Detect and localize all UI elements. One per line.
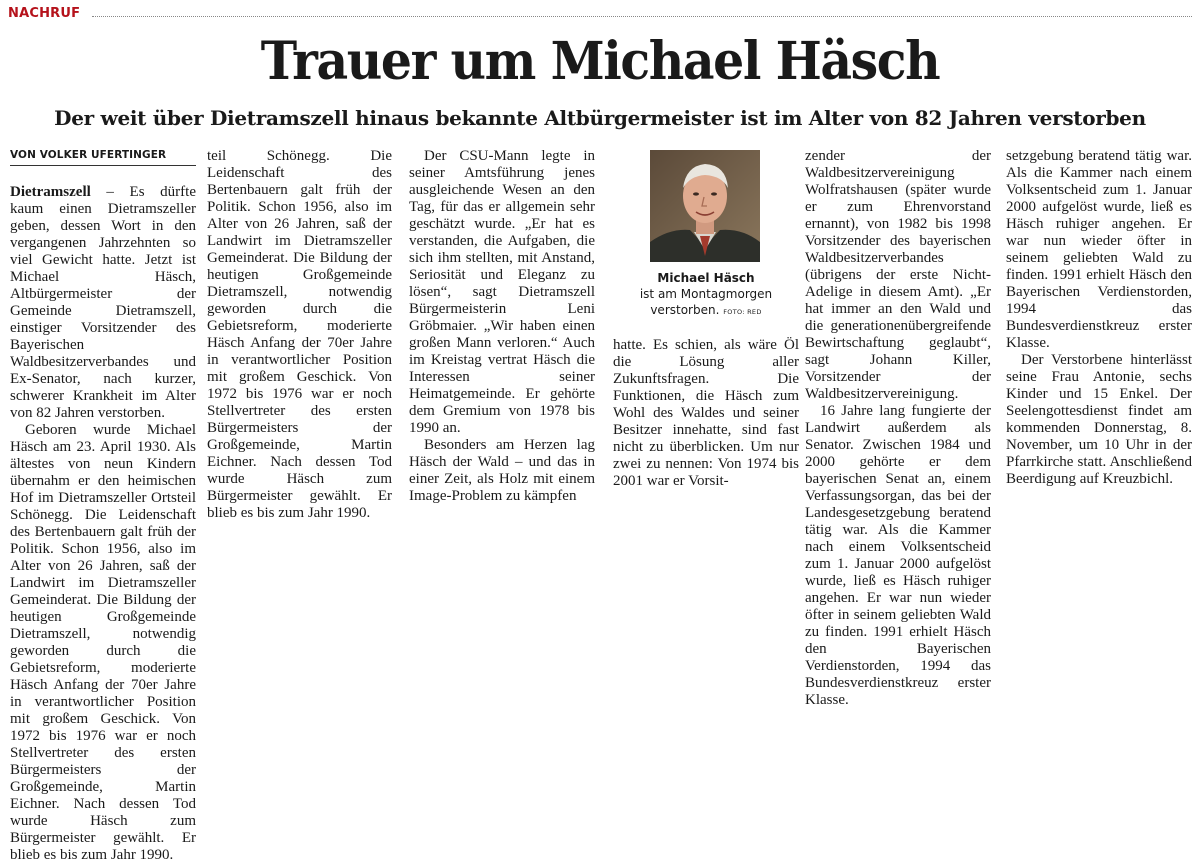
caption-line-1: ist am Montagmorgen [639, 287, 773, 301]
section-header [8, 6, 1192, 22]
dateline: Dietramszell [10, 184, 91, 200]
caption-line-2 [613, 302, 799, 320]
subheadline: Der weit über Dietramszell hinaus bekannte Altbürgermeister ist im Alter von 82 Jahren verstorben [54, 106, 1146, 130]
article-paragraph-6: Der Verstorbene hinterlässt seine Frau Antonie, sechs Kinder und 15 Enkel. Der Seelengottesdienst findet am kommenden Donnerstag, 8. November, um 10 Uhr in der Pfarrkirche statt. Anschließend Beerdigung auf Kreuzbichl. [1006, 352, 1192, 487]
article-paragraph-5-continued: setzgebung beratend tätig war. Als die Kammer nach einem Volksentscheid zum 1. Januar 2000 aufgelöst wurde, ließ es Häsch ruhiger angehen. Er war nun wieder öfter in seinem geliebten Wald zu finden. 1991 erhielt Häsch den Bayerischen Verdienstorden, 1994 das Bundesverdienstkreuz erster Klasse. [1006, 148, 1192, 351]
byline: VON VOLKER UFERTINGER [10, 148, 196, 166]
section-divider [92, 16, 1192, 17]
paragraph-1-text: – Es dürfte kaum einen Dietramszeller geben, dessen Wort in den vergangenen Jahrzehnten so viel Gewicht hatte. Jetzt ist Michael Häsch, Altbürgermeister der Gemeinde Dietramszell, einstiger Vorsitzender des Bayerischen Waldbesitzerverbandes und Ex-Senator, nach kurzer, schwerer Krankheit im Alter von 82 Jahren verstorben. [10, 184, 196, 421]
article-paragraph-2-continued: teil Schönegg. Die Leidenschaft des Bertenbauern galt früh der Politik. Schon 1956, also im Alter von 26 Jahren, saß der Landwirt im Dietramszeller Gemeinderat. Die Bildung der heutigen Großgemeinde Dietramszell, notwendig geworden durch die Gebietsreform, moderierte Häsch Anfang der 70er Jahre in verantwortlicher Position mit großem Geschick. Von 1972 bis 1976 war er noch Stellvertreter des ersten Bürgermeisters der Großgemeinde, Martin Eichner. Nach dessen Tod wurde Häsch zum Bürgermeister gewählt. Er blieb es bis zum Jahr 1990. [207, 148, 392, 521]
portrait-image [650, 150, 760, 262]
section-label: NACHRUF [8, 6, 81, 21]
headline: Trauer um Michael Häsch [260, 31, 940, 92]
article-column-1 [10, 148, 196, 863]
photo-credit: FOTO: RED [723, 308, 762, 316]
article-column-5 [805, 148, 991, 708]
article-column-6 [1006, 148, 1192, 487]
article-paragraph-4-continued: hatte. Es schien, als wäre Öl die Lösung aller Zukunftsfragen. Die Funktionen, die Häsch zum Wohl des Waldes und seiner Besitzer innehatte, sind fast nicht zu überblicken. Um nur zwei zu nennen: Von 1974 bis 2001 war er Vorsit- [613, 337, 799, 489]
article-column-3 [409, 148, 595, 504]
caption-line-2-text: verstorben. [650, 303, 720, 317]
article-paragraph-1 [10, 184, 196, 422]
portrait-photo [650, 150, 760, 262]
article-paragraph-5: 16 Jahre lang fungierte der Landwirt außerdem als Senator. Zwischen 1984 und 2000 gehörte er dem bayerischen Senat an, einem Verfassungsorgan, das bei der Landesgesetzgebung beratend tätig war. Als die Kammer nach einem Volksentscheid zum 1. Januar 2000 aufgelöst wurde, ließ es Häsch ruhiger angehen. Er war nun wieder öfter in seinem geliebten Wald zu finden. 1991 erhielt Häsch den Bayerischen Verdienstorden, 1994 das Bundesverdienstkreuz erster Klasse. [805, 403, 991, 708]
article-paragraph-4-end: zender der Waldbesitzervereinigung Wolfratshausen (später wurde er zum Ehrenvorstand ernannt), von 1982 bis 1998 Vorsitzender des bayerischen Waldbesitzerverbandes (übrigens der erste Nicht-Adelige in diesem Amt). „Er hat immer an den Wald und die generationenübergreifende Bewirtschaftung geglaubt“, sagt Johann Killer, Vorsitzender der Waldbesitzervereinigung. [805, 148, 991, 402]
article-paragraph-2: Geboren wurde Michael Häsch am 23. April 1930. Als ältestes von neun Kindern übernahm er den heimischen Hof im Dietramszeller Ortsteil Schönegg. Die Leidenschaft des Bertenbauern galt früh der Politik. Schon 1956, also im Alter von 26 Jahren, saß der Landwirt im Dietramszeller Gemeinderat. Die Bildung der heutigen Großgemeinde Dietramszell, notwendig geworden durch die Gebietsreform, moderierte Häsch Anfang der 70er Jahre in verantwortlicher Position mit großem Geschick. Von 1972 bis 1976 war er noch Stellvertreter des ersten Bürgermeisters der Großgemeinde, Martin Eichner. Nach dessen Tod wurde Häsch zum Bürgermeister gewählt. Er blieb es bis zum Jahr 1990. [10, 422, 196, 863]
article-paragraph-3: Der CSU-Mann legte in seiner Amtsführung jenes ausgleichende Wesen an den Tag, für das er allgemein sehr geschätzt wurde. „Er hat es verstanden, die Aufgaben, die sich ihm stellten, mit Anstand, Seriosität und Eleganz zu lösen“, sagt Dietramszell Bürgermeisterin Leni Gröbmaier. „Wir haben einen großen Mann verloren.“ Auch im Kreistag vertrat Häsch die Interessen seiner Heimatgemeinde. Er gehörte dem Gremium von 1978 bis 1990 an. [409, 148, 595, 436]
caption-name: Michael Häsch [657, 271, 755, 285]
photo-caption [613, 270, 799, 320]
article-paragraph-4: Besonders am Herzen lag Häsch der Wald – und das in einer Zeit, als Holz mit einem Image-Problem zu kämpfen [409, 437, 595, 504]
article-column-2 [207, 148, 392, 521]
article-column-4 [613, 337, 799, 489]
